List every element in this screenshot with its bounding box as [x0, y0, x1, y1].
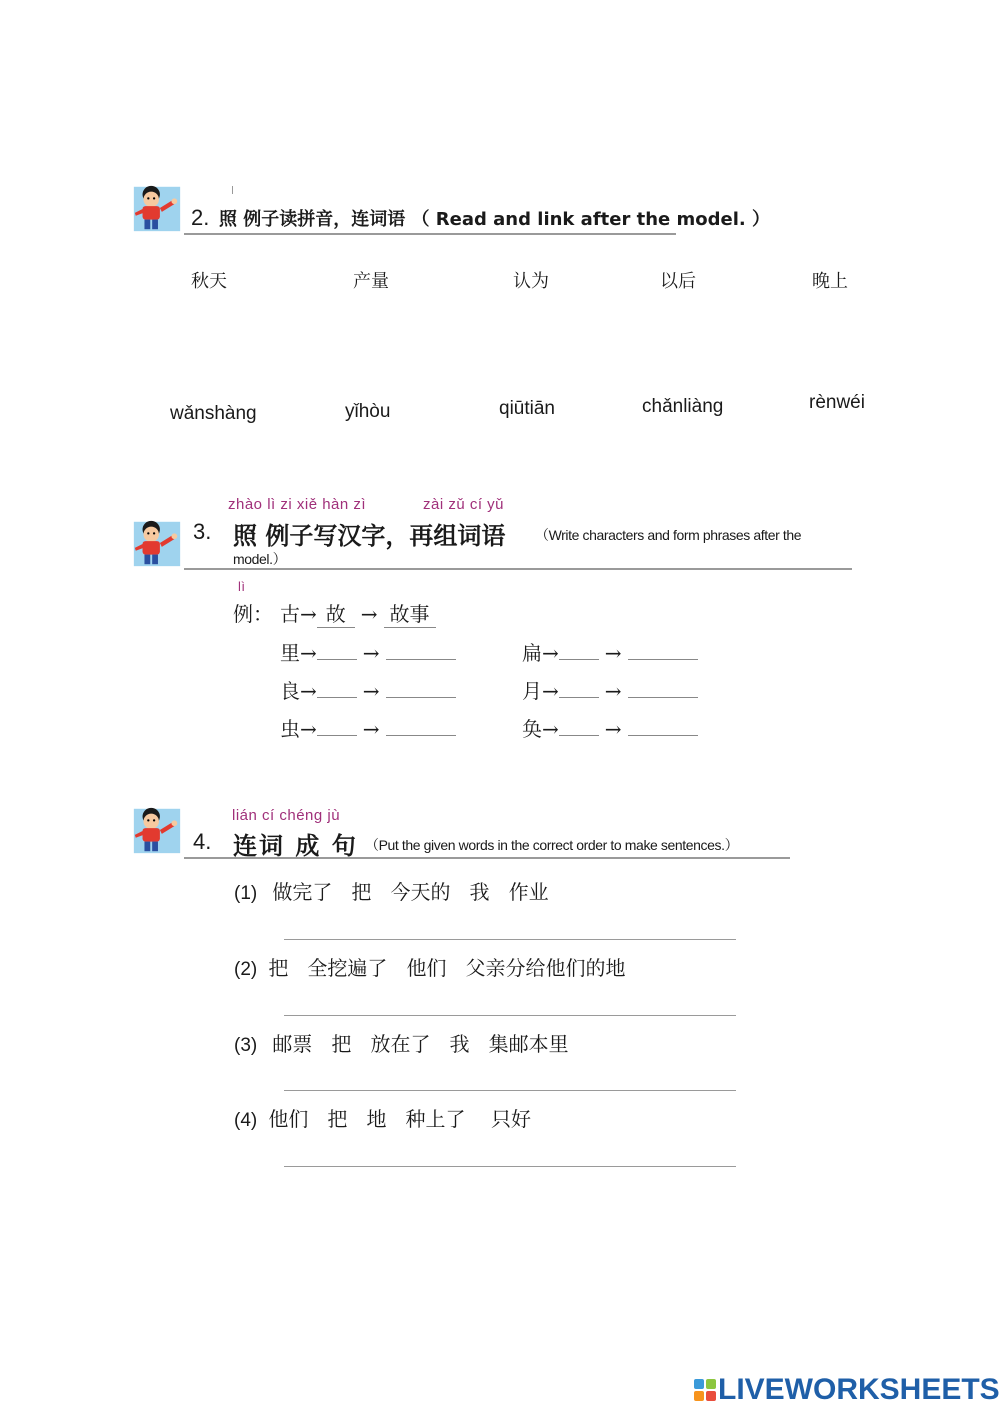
exercise-row — [522, 675, 698, 704]
section-3-rule — [184, 568, 852, 570]
exercise-char: 良→ — [280, 679, 317, 703]
exercise-char: 里→ — [280, 641, 317, 665]
exercise-row — [522, 713, 698, 742]
section-3-subtitle-2: model.） — [233, 551, 287, 567]
sentence-words: 他们 把 地 种上了 只好 — [268, 1107, 531, 1131]
example-pinyin: lì — [238, 579, 246, 594]
arrow: → — [604, 641, 622, 665]
arrow: → — [362, 717, 380, 741]
exercise-row — [280, 713, 456, 742]
answer-blank[interactable] — [317, 717, 357, 736]
arrow: → — [362, 679, 380, 703]
section-4-subtitle: （Put the given words in the correct order to make sentences.） — [365, 837, 739, 853]
section-2-rule — [184, 233, 676, 235]
sentence-words: 把 全挖遍了 他们 父亲分给他们的地 — [268, 956, 626, 980]
sentence-words: 做完了 把 今天的 我 作业 — [272, 880, 549, 904]
section-2-title: 照 例子读拼音，连词语 （ Read and link after the model. ） — [219, 209, 770, 230]
example-row — [280, 598, 436, 628]
word-item[interactable]: 产量 — [353, 271, 389, 292]
answer-blank[interactable] — [559, 717, 599, 736]
sentence-label: (2) — [234, 959, 258, 980]
arrow: → — [604, 717, 622, 741]
arrow: → — [360, 602, 378, 626]
pinyin-item[interactable]: wǎnshàng — [170, 403, 257, 424]
tick-mark — [232, 186, 233, 194]
answer-blank[interactable] — [317, 641, 357, 660]
answer-blank[interactable] — [386, 717, 456, 736]
exercise-char: 月→ — [522, 679, 559, 703]
pinyin-item[interactable]: rènwéi — [809, 392, 865, 413]
word-item[interactable]: 认为 — [513, 271, 549, 292]
section-3-pinyin-b: zài zǔ cí yǔ — [423, 496, 505, 513]
arrow: → — [362, 641, 380, 665]
answer-line[interactable] — [284, 1166, 736, 1167]
answer-blank[interactable] — [559, 641, 599, 660]
sentence-label: (3) — [234, 1035, 258, 1056]
answer-blank[interactable] — [386, 679, 456, 698]
answer-blank[interactable] — [559, 679, 599, 698]
section-3-subtitle: （Write characters and form phrases after the — [535, 527, 802, 543]
answer-blank[interactable] — [628, 679, 698, 698]
sentence-item — [234, 1028, 569, 1057]
section-3-number: 3. — [193, 519, 212, 544]
section-4-number: 4. — [193, 829, 212, 854]
section-3-pinyin-a: zhào lì zi xiě hàn zì — [228, 496, 367, 513]
exercise-row — [280, 675, 456, 704]
section-4-rule — [184, 857, 790, 859]
answer-blank[interactable] — [628, 641, 698, 660]
liveworksheets-logo-icon — [694, 1379, 716, 1401]
pinyin-item[interactable]: chǎnliàng — [642, 396, 724, 417]
section-3-title: 照 例子写汉字，再组词语 — [233, 521, 506, 550]
exercise-row — [280, 637, 456, 666]
word-item[interactable]: 晚上 — [812, 271, 848, 292]
sentence-label: (4) — [234, 1110, 258, 1131]
answer-blank[interactable] — [386, 641, 456, 660]
kid-avatar-icon — [130, 803, 184, 857]
answer-line[interactable] — [284, 939, 736, 940]
word-item[interactable]: 以后 — [660, 271, 696, 292]
answer-blank[interactable] — [628, 717, 698, 736]
section-4-pinyin: lián cí chéng jù — [232, 807, 341, 824]
sentence-label: (1) — [234, 883, 258, 904]
exercise-row — [522, 637, 698, 666]
section-2-number: 2. — [191, 205, 210, 230]
pinyin-item[interactable]: yǐhòu — [345, 401, 391, 422]
example-answer-2: 故事 — [384, 598, 436, 628]
answer-blank[interactable] — [317, 679, 357, 698]
exercise-char: 扁→ — [522, 641, 559, 665]
kid-avatar-icon — [130, 516, 184, 570]
sentence-item — [234, 876, 549, 905]
answer-line[interactable] — [284, 1015, 736, 1016]
kid-avatar-icon — [130, 181, 184, 235]
sentence-words: 邮票 把 放在了 我 集邮本里 — [272, 1032, 569, 1056]
pinyin-item[interactable]: qiūtiān — [499, 398, 555, 419]
example-label: 例： — [233, 602, 273, 626]
arrow: → — [604, 679, 622, 703]
sentence-item — [234, 952, 626, 981]
word-item[interactable]: 秋天 — [191, 271, 227, 292]
example-answer-1: 故 — [317, 598, 355, 628]
section-4-title: 连词 成 句 — [233, 831, 358, 860]
liveworksheets-logo[interactable]: LIVEWORKSHEETS — [718, 1373, 1000, 1406]
sentence-item — [234, 1103, 531, 1132]
exercise-char: 虫→ — [280, 717, 317, 741]
answer-line[interactable] — [284, 1090, 736, 1091]
example-char: 古→ — [280, 602, 317, 626]
exercise-char: 奂→ — [522, 717, 559, 741]
